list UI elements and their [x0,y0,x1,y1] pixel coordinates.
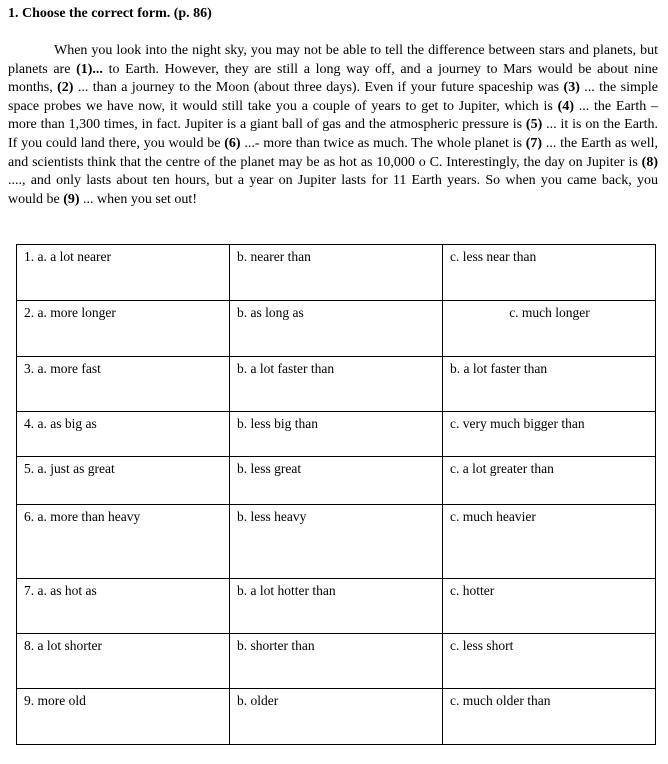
option-c-cell: c. less short [443,634,656,689]
option-c-cell: c. much longer [443,301,656,357]
option-a-cell: 2. a. more longer [17,301,230,357]
table-row [17,689,656,745]
option-a-cell: 7. a. as hot as [17,579,230,634]
passage-text: ... the Earth – more than 1,300 times, in fact. Jupiter is a giant ball of gas and the atmospheric pressure is [8,98,658,133]
option-a-cell: 5. a. just as great [17,457,230,505]
gap-number: (9) [63,191,80,207]
option-c-cell: c. a lot greater than [443,457,656,505]
option-b-cell: b. a lot faster than [230,357,443,412]
option-b-cell: b. less heavy [230,505,443,579]
option-c-cell: b. a lot faster than [443,357,656,412]
option-b-cell: b. less great [230,457,443,505]
option-b-cell: b. shorter than [230,634,443,689]
table-row [17,357,656,412]
passage-text: ...- more than twice as much. The whole planet is [240,135,526,151]
gap-number: (3) [563,80,580,96]
gap-number: (1)... [76,61,103,77]
option-a-cell: 3. a. more fast [17,357,230,412]
passage-text: to Earth. However, they are still a long way off, and a journey to Mars would be about nine months, [8,61,658,96]
table-row [17,457,656,505]
passage-paragraph [8,42,658,209]
option-c-cell: c. much older than [443,689,656,745]
table-row [17,579,656,634]
exercise-heading: 1. Choose the correct form. (p. 86) [8,6,212,21]
answer-options-body [17,245,656,745]
passage-text: ... when you set out! [79,191,197,207]
gap-number: (5) [525,117,543,133]
option-c-cell: c. hotter [443,579,656,634]
option-a-cell: 1. a. a lot nearer [17,245,230,301]
table-row [17,505,656,579]
option-a-cell: 9. more old [17,689,230,745]
passage-text: ... it is on the Earth. If you could land there, you would be [8,117,658,151]
option-b-cell: b. nearer than [230,245,443,301]
option-a-cell: 6. a. more than heavy [17,505,230,579]
gap-number: (7) [525,135,543,151]
passage-text: ... the Earth as well, and scientists think that the centre of the planet may be as hot as 10,000 o C. Interestingly, the day on Jupiter is [8,135,659,170]
passage-text: ...., and only lasts about ten hours, but a year on Jupiter lasts for 11 Earth years. So when you came back, you would be [8,173,658,207]
gap-number: (6) [224,135,241,151]
option-a-cell: 8. a lot shorter [17,634,230,689]
option-b-cell: b. as long as [230,301,443,357]
table-row [17,412,656,457]
option-a-cell: 4. a. as big as [17,412,230,457]
option-c-cell: c. much heavier [443,505,656,579]
passage-text: When you look into the night sky, you may not be able to tell the difference between stars and planets, but planets are [8,43,658,77]
option-b-cell: b. less big than [230,412,443,457]
reading-passage [8,42,658,209]
table-row [17,301,656,357]
gap-number: (8) [641,154,658,170]
option-c-cell: c. less near than [443,245,656,301]
passage-text: ... than a journey to the Moon (about three days). Even if your future spaceship was [73,80,564,96]
gap-number: (2) [57,80,74,96]
passage-text: ... the simple space probes we have now, it would still take you a couple of years to get to Jupiter, which is [8,80,659,114]
answer-options-table [16,244,656,745]
option-b-cell: b. older [230,689,443,745]
gap-number: (4) [557,98,574,114]
table-row [17,634,656,689]
option-b-cell: b. a lot hotter than [230,579,443,634]
option-c-cell: c. very much bigger than [443,412,656,457]
table-row [17,245,656,301]
